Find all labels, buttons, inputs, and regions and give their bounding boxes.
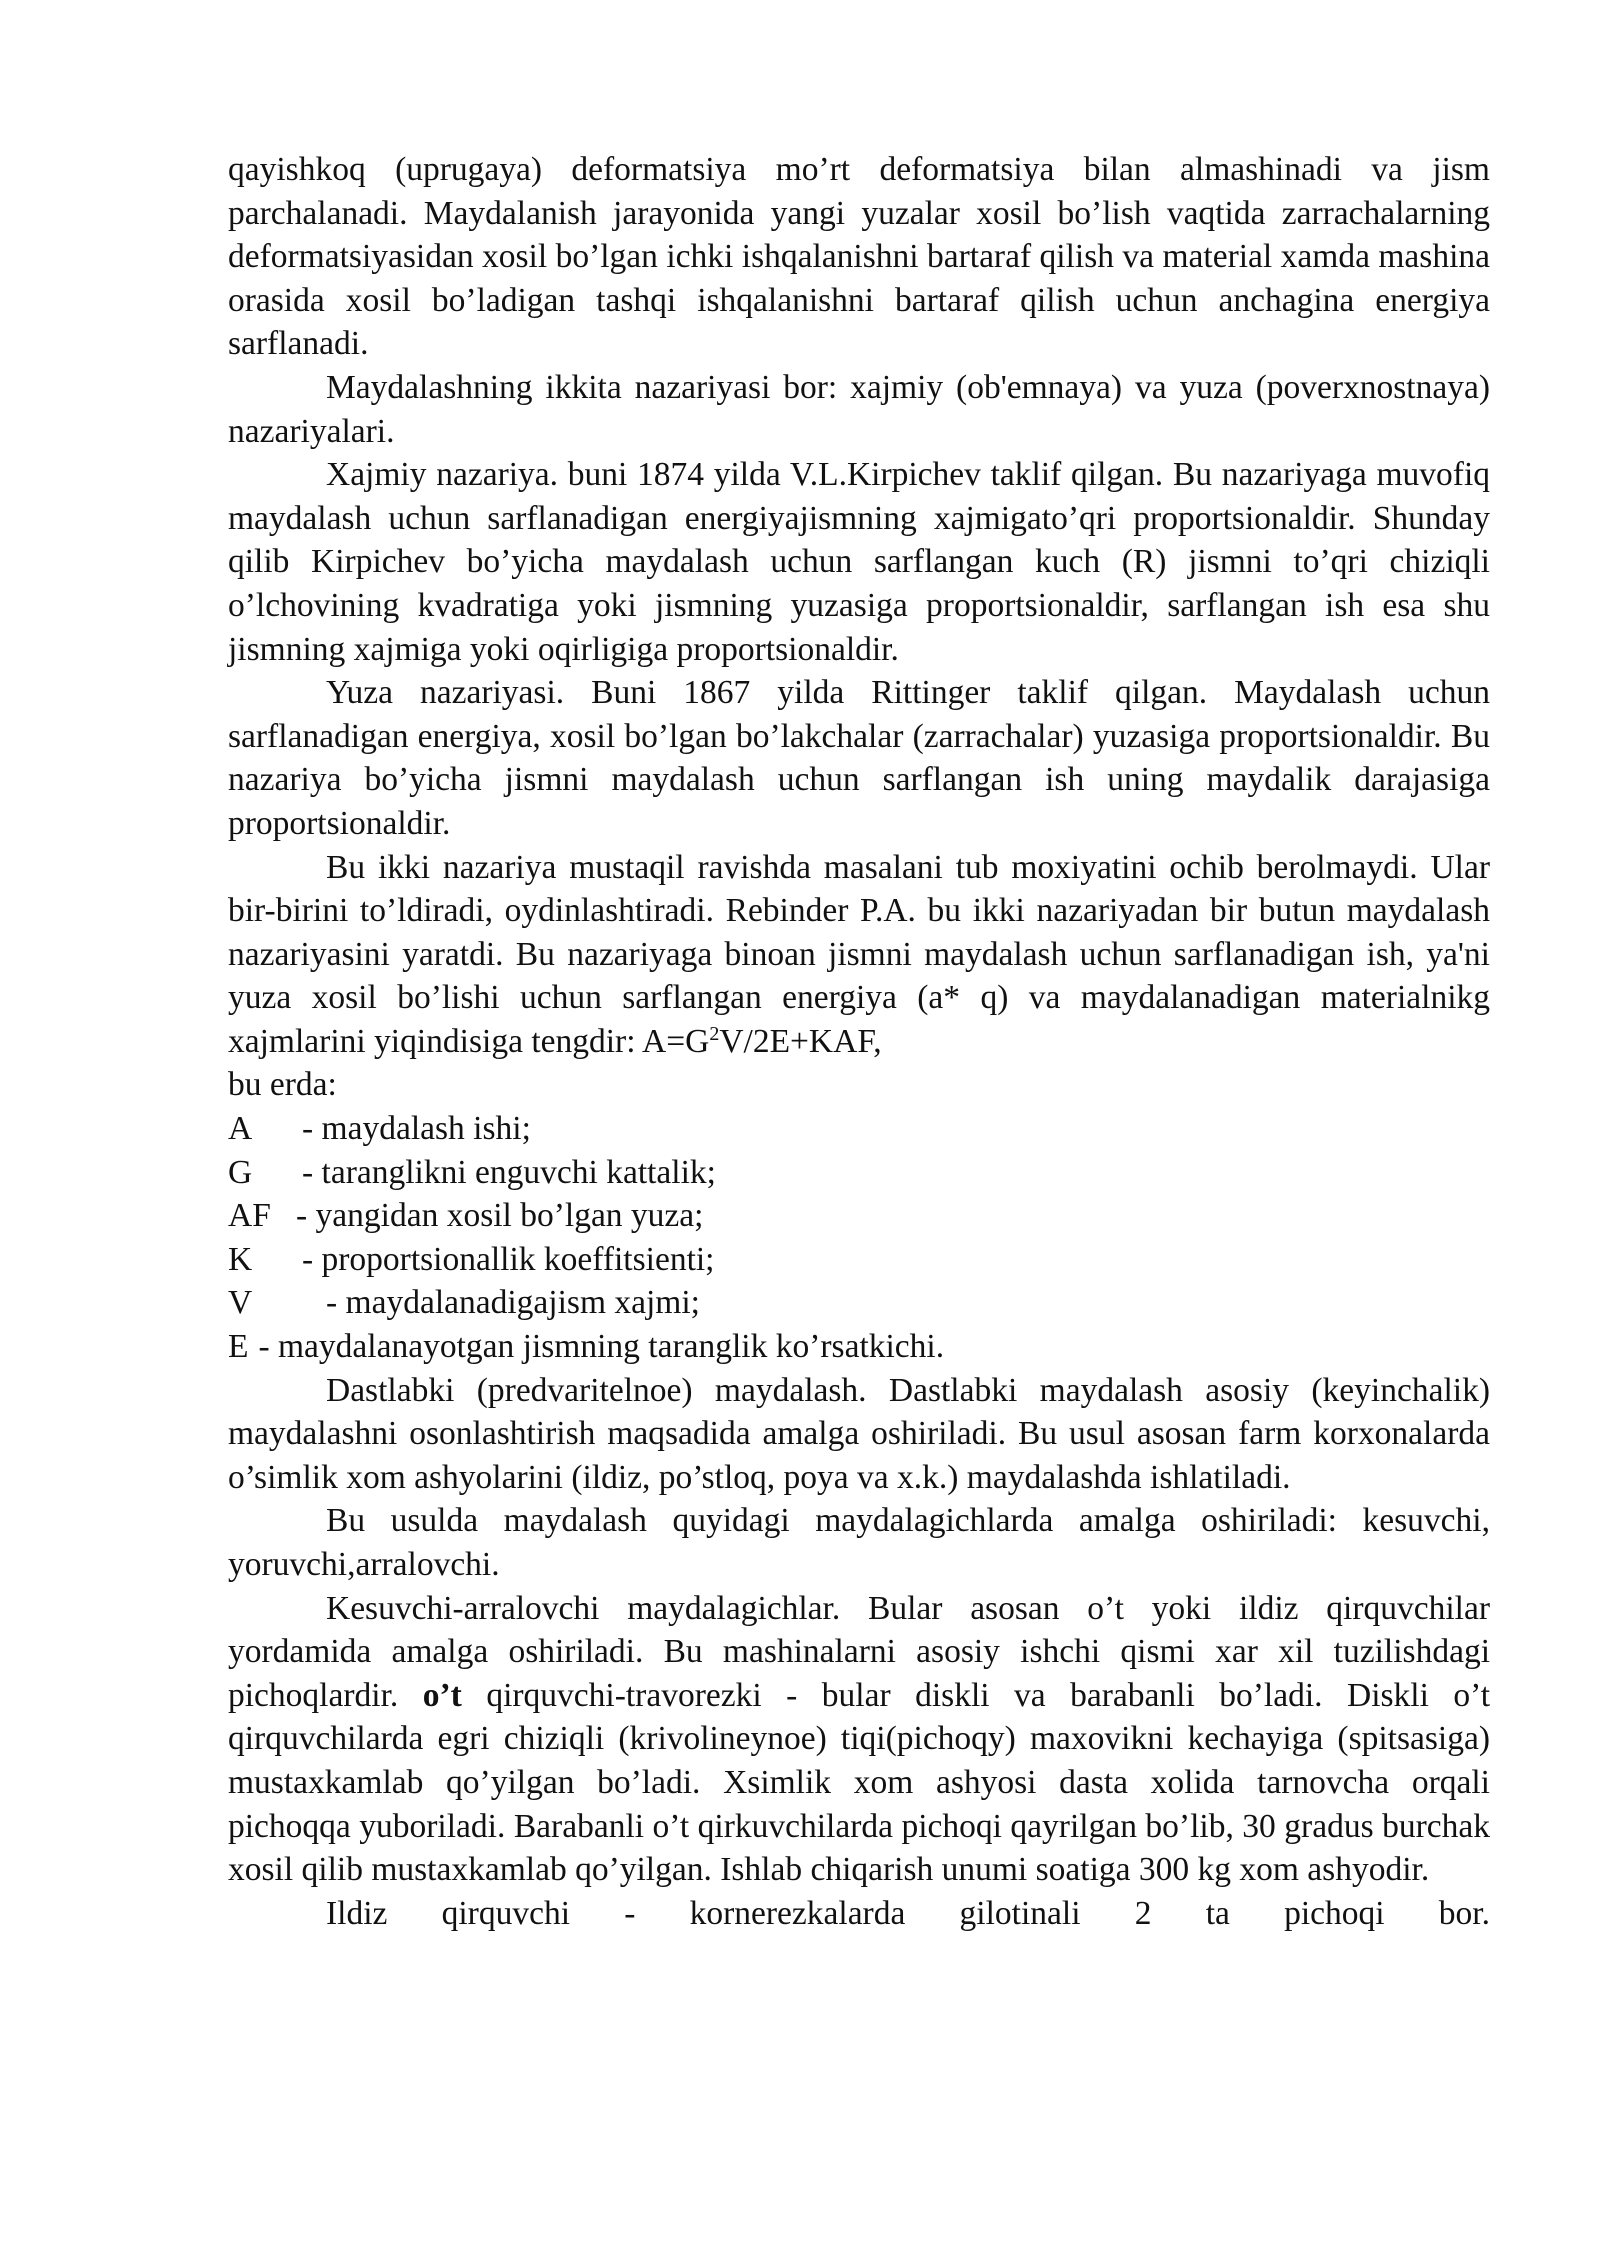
paragraph-volume-theory: Xajmiy nazariya. buni 1874 yilda V.L.Kirpichev taklif qilgan. Bu nazariyaga muvofiq maydalash uchun sarflanadigan energiyajismning xajmigato’qri proportsionaldir. Shunday qilib Kirpichev bo’yicha maydalash uchun sarflangan kuch (R) jismni to’qri chiziqli o’lchovining kvadratiga yoki jismning yuzasiga proportsionaldir, sarflangan ish esa shu jismning xajmiga yoki oqirligiga proportsionaldir. (228, 456, 1490, 668)
formula: $A=G^2V/2E+KAF$, (642, 1022, 882, 1060)
definition-symbol: V (228, 1284, 253, 1322)
document-page (228, 148, 1490, 1935)
definition-symbol: G (228, 1153, 253, 1191)
formula-exponent: 2 (709, 1022, 720, 1045)
definition-symbol: AF (228, 1197, 271, 1235)
definition-symbol: A (228, 1110, 253, 1148)
definition-row (228, 1107, 1490, 1151)
definition-text: - proportsionallik koeffitsienti; (302, 1240, 715, 1278)
definition-text: - taranglikni enguvchi kattalik; (302, 1153, 716, 1191)
definition-text: - maydalash ishi; (302, 1110, 531, 1148)
paragraph-cutting-machines: Kesuvchi-arralovchi maydalagichlar. Bular asosan o’t yoki ildiz qirquvchilar yordamida amalga oshiriladi. Bu mashinalarni asosiy ishchi qismi xar xil tuzilishdagi pichoqlardir. o’t qirquvchi-travorezki - bular diskli va barabanli bo’ladi. Diskli o’t qirquvchilarda egri chiziqli (krivolineynoe) tiqi(pichoqy) maxovikni kechayiga (spitsasiga) mustaxkamlab qo’yilgan bo’ladi. Xsimlik xom ashyosi dasta xolida tarnovcha orqali pichoqqa yuboriladi. Barabanli o’t qirkuvchilarda pichoqi qayrilgan bo’lib, 30 gradus burchak xosil qilib mustaxkamlab qo’yilgan. Ishlab chiqarish unumi soatiga 300 kg xom ashyodir. (228, 1589, 1491, 1889)
bold-term: o’t (422, 1676, 462, 1714)
definition-row (228, 1238, 1490, 1282)
rebinder-text: Bu ikki nazariya mustaqil ravishda masalani tub moxiyatini ochib berolmaydi. Ular bir-birini to’ldiradi, oydinlashtiradi. Rebinder P.A. bu ikki nazariyadan bir butun maydalash nazariyasini yaratdi. Bu nazariyaga binoan jismni maydalash uchun sarflanadigan ish, ya'ni yuza xosil bo’lishi uchun sarflangan energiya (a* q) va maydalanadigan materialnikg xajmlarini yiqindisiga tengdir: (228, 848, 1490, 1060)
definition-row (228, 1194, 1490, 1238)
definition-row (228, 1151, 1490, 1195)
paragraph-1: qayishkoq (uprugaya) deformatsiya mo’rt deformatsiya bilan almashinadi va jism parchalanadi. Maydalanish jarayonida yangi yuzalar xosil bo’lish vaqtida zarrachalarning deformatsiyasidan xosil bo’lgan ichki ishqalanishni bartaraf qilish va material xamda mashina orasida xosil bo’ladigan tashqi ishqalanishni bartaraf qilish uchun anchagina energiya sarflanadi. (228, 151, 1490, 363)
definition-symbol: K (228, 1240, 253, 1278)
paragraph-preliminary: Dastlabki (predvaritelnoe) maydalash. Dastlabki maydalash asosiy (keyinchalik) maydalashni osonlashtirish maqsadida amalga oshiriladi. Bu usul asosan farm korxonalarda o’simlik xom ashyolarini (ildiz, po’stloq, poya va x.k.) maydalashda ishlatiladi. (228, 1371, 1490, 1496)
definitions-list (228, 1107, 1490, 1369)
paragraph-rebinder (228, 846, 1490, 1064)
definition-text: - yangidan xosil bo’lgan yuza; (296, 1197, 704, 1235)
definition-row (228, 1325, 1490, 1369)
paragraph-method: Bu usulda maydalash quyidagi maydalagichlarda amalga oshiriladi: kesuvchi, yoruvchi,arralovchi. (228, 1502, 1490, 1583)
definition-row (228, 1281, 1490, 1325)
paragraph-root-cutter: Ildiz qirquvchi - kornerezkalarda gilotinali 2 ta pichoqi bor. (326, 1894, 1490, 1932)
definition-text: - maydalanayotgan jismning taranglik ko’rsatkichi. (258, 1328, 945, 1366)
paragraph-surface-theory: Yuza nazariyasi. Buni 1867 yilda Rittinger taklif qilgan. Maydalash uchun sarflanadigan energiya, xosil bo’lgan bo’lakchalar (zarrachalar) yuzasiga proportsionaldir. Bu nazariya bo’yicha jismni maydalash uchun sarflangan ish uning maydalik darajasiga proportsionaldir. (228, 674, 1490, 842)
paragraph-2: Maydalashning ikkita nazariyasi bor: xajmiy (ob'emnaya) va yuza (poverxnostnaya) nazariyalari. (228, 368, 1490, 450)
where-label: bu erda: (228, 1066, 337, 1104)
definition-symbol: E (228, 1328, 249, 1366)
definition-text: - maydalanadigajism xajmi; (326, 1284, 700, 1322)
